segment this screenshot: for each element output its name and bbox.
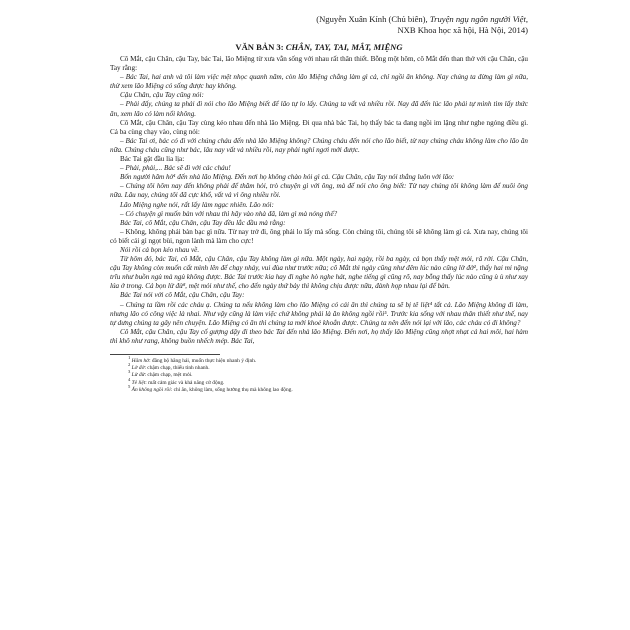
source-line1-suffix: ,: [525, 14, 528, 24]
footnote-term: Hăm hở: [131, 358, 150, 364]
text-title: [110, 42, 528, 52]
paragraph: Cô Mắt, cậu Chân, cậu Tay, bác Tai, lão Miệng từ xưa vẫn sống với nhau rất thân thiết. Bỗng một hôm, cô Mắt đến than thở với cậu Chân, cậu Tay rằng:: [110, 55, 528, 73]
title-prefix: VĂN BẢN 3:: [235, 42, 286, 52]
footnote-term: Tê liệt: [131, 379, 146, 386]
paragraph: – Không, không phải bàn bạc gì nữa. Từ nay trở đi, ông phải lo lấy mà sống. Còn chúng tôi, chúng tôi sẽ không làm gì cả. Xưa nay, chúng tôi có biết cái gì ngọt bùi, ngon lành mà làm cho cực!: [110, 227, 528, 245]
footnote-term: Ăn không ngồi rồi: [131, 386, 171, 393]
paragraph: Bốn người hăm hở¹ đến nhà lão Miệng. Đến nơi họ không chào hỏi gì cả. Cậu Chân, cậu Tay nói thẳng luôn với lão:: [120, 173, 455, 182]
paragraph: – Có chuyện gì muốn bàn với nhau thì hãy vào nhà đã, làm gì mà nóng thế?: [120, 209, 338, 218]
source-publisher: NXB Khoa học xã hội, Hà Nội, 2014): [397, 25, 528, 35]
paragraph: Lão Miệng nghe nói, rất lấy làm ngạc nhiên. Lão nói:: [120, 200, 274, 209]
paragraph: – Bác Tai, hai anh và tôi làm việc mệt nhọc quanh năm, còn lão Miệng chẳng làm gì cả, chỉ ngồi ăn không. Nay chúng ta đừng làm gì nữa, thử xem lão Miệng có sống được hay không.: [110, 73, 528, 91]
footnote-number: 3: [128, 369, 131, 375]
source-citation: [110, 14, 528, 36]
paragraph: Bác Tai gật đầu lia lịa:: [120, 155, 185, 164]
footnote-number: 5: [128, 384, 131, 390]
footnote: [128, 369, 528, 379]
footnotes: [110, 355, 528, 394]
footnote-text: : chỉ ăn, không làm, sống hưởng thụ mà không lao động.: [170, 386, 293, 393]
paragraph: – Bác Tai ơi, bác có đi với chúng cháu đến nhà lão Miệng không? Chúng cháu đến nói cho lão biết, từ nay chúng cháu không làm cho lão ăn nữa. Chúng cháu cũng như bác, lâu nay vất vả nhiều rồi, nay phải nghỉ ngơi mới được.: [110, 136, 528, 154]
footnote-divider: [110, 354, 220, 355]
source-line1-prefix: (Nguyễn Xuân Kính (Chủ biên),: [316, 14, 430, 24]
footnote-text: : mất cảm giác và khả năng cử động.: [145, 379, 225, 386]
footnote-number: 2: [128, 362, 131, 368]
story-body: [110, 55, 528, 346]
footnote-text: : chậm chạp, mệt mỏi.: [144, 372, 193, 379]
footnote-number: 4: [128, 376, 131, 382]
paragraph: Bác Tai, cô Mắt, cậu Chân, cậu Tay đều lắc đầu mà rằng:: [120, 218, 286, 227]
paragraph: – Chúng tôi hôm nay đến không phải để thăm hỏi, trò chuyện gì với ông, mà để nói cho ông biết: Từ nay chúng tôi không làm để nuôi ông nữa. Lâu nay, chúng tôi đã cực khổ, vất vả vì ông nhiều rồi.: [110, 182, 528, 200]
paragraph: Nói rồi cả bọn kéo nhau về.: [120, 245, 200, 254]
footnote: [128, 384, 528, 394]
title-name: CHÂN, TAY, TAI, MẮT, MIỆNG: [285, 42, 403, 52]
source-book-title: Truyện ngụ ngôn người Việt: [429, 14, 526, 24]
footnote-term: Lờ đờ: [131, 365, 145, 372]
footnote-text: : chậm chạp, thiếu tinh nhanh.: [144, 365, 210, 372]
paragraph: – Chúng ta lầm rồi các cháu ạ. Chúng ta nếu không làm cho lão Miệng có cái ăn thì chúng ta sẽ bị tê liệt⁴ tất cả. Lão Miệng không đi làm, nhưng lão có công việc là nhai. Như vậy cũng là làm việc chứ không phải là ăn không ngồi rồi⁵. Trước kia sống với nhau thân thiết như thế, nay tự dưng chúng ta gây nên chuyện. Lão Miệng có ăn thì chúng ta mới khoẻ khoắn được. Chúng ta nên đến nói lại với lão, các cháu có đi không?: [110, 300, 528, 327]
footnote-text: : đầng bộ hăng hái, muốn thực hiện nhanh ý định.: [149, 358, 257, 364]
footnote-term: Lừ đừ: [131, 372, 145, 379]
paragraph: Cô Mắt, cậu Chân, cậu Tay cố gượng dậy đi theo bác Tai đến nhà lão Miệng. Đến nơi, họ thấy lão Miệng cũng nhợt nhạt cả hai môi, hai hàm thì khô như rang, không buồn nhếch mép. Bác Tai,: [110, 327, 528, 345]
paragraph: – Phải đấy, chúng ta phải đi nói cho lão Miệng biết để lão tự lo lấy. Chúng ta vất vả nhiều rồi. Nay đã đến lúc lão phải tự mình tìm lấy thức ăn, xem lão có làm nổi không.: [110, 100, 528, 118]
document-page: [110, 14, 528, 394]
footnote-number: 1: [128, 355, 131, 361]
paragraph: Bác Tai nói với cô Mắt, cậu Chân, cậu Tay:: [120, 291, 245, 300]
paragraph: Từ hôm đó, bác Tai, cô Mắt, cậu Chân, cậu Tay không làm gì nữa. Một ngày, hai ngày, rồi ba ngày, cả bọn thấy mệt mỏi, rã rời. Cậu Chân, cậu Tay không còn muốn cất mình lên để chạy nhảy, vui đùa như trước nữa; cô Mắt thì ngày cũng như đêm lúc nào cũng lờ đờ², thấy hai mi nặng trĩu như buồn ngủ mà ngủ không được. Bác Tai trước kia hay đi nghe hò nghe hát, nghe tiếng gì cũng rõ, nay bỗng thấy lúc nào cũng ù ù như xay lúa ở trong. Cả bọn lừ đừ³, mệt mỏi như thế, cho đến ngày thứ bảy thì không chịu được nữa, đành họp nhau lại để bàn.: [110, 255, 528, 291]
paragraph: Cô Mắt, cậu Chân, cậu Tay cùng kéo nhau đến nhà lão Miệng. Đi qua nhà bác Tai, họ thấy bác ta đang ngồi im lặng như nghe ngóng điều gì. Cả ba cùng chạy vào, cùng nói:: [110, 118, 528, 136]
paragraph: – Phải, phải,... Bác sẽ đi với các cháu!: [120, 164, 231, 173]
paragraph: Cậu Chân, cậu Tay cũng nói:: [120, 91, 204, 100]
